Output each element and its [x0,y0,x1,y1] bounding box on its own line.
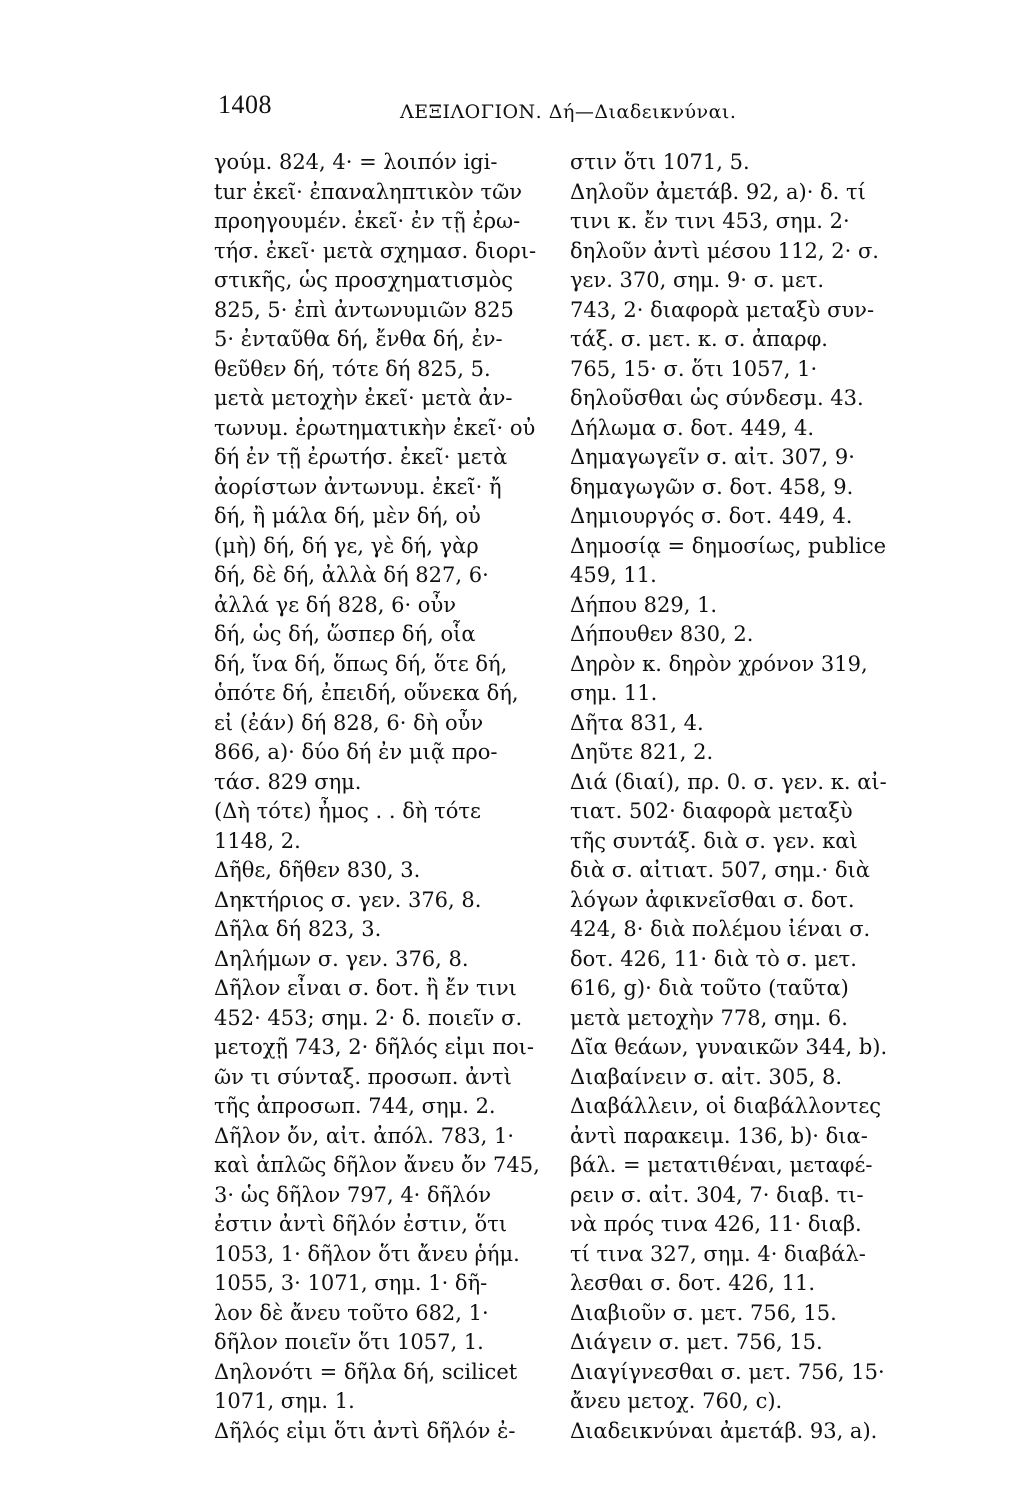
text-line: Δηλοῦν ἀμετάβ. 92, a)· δ. τί [570,179,866,204]
page-number: 1408 [218,90,272,119]
right-column [570,148,900,1446]
text-line: στιν ὅτι 1071, 5. [570,150,750,174]
text-line: ἀντὶ παρακειμ. 136, b)· δια- [570,1123,868,1148]
text-line: Δῆλον εἶναι σ. δοτ. ἢ ἔν τινι [214,976,517,1000]
text-line: Διά (διαί), πρ. 0. σ. γεν. κ. αἰ- [570,769,887,794]
text-line: τῆς συντάξ. διὰ σ. γεν. καὶ [570,828,858,853]
text-line: δή, ἵνα δή, ὅπως δή, ὅτε δή, [214,651,508,676]
text-line: Δηλονότι = δῆλα δή, scilicet [214,1359,518,1384]
text-line: ρειν σ. αἰτ. 304, 7· διαβ. τι- [570,1182,864,1207]
text-line: βάλ. = μετατιθέναι, μεταφέ- [570,1153,873,1177]
text-line: θεῦθεν δή, τότε δή 825, 5. [214,356,491,381]
text-line: δῆλον ποιεῖν ὅτι 1057, 1. [214,1330,484,1354]
text-line: τιατ. 502· διαφορὰ μεταξὺ [570,799,853,823]
text-line: (Δὴ τότε) ἦμος . . δὴ τότε [214,799,481,823]
text-line: ῶν τι σύνταξ. προσωπ. ἀντὶ [214,1064,512,1089]
text-line: διὰ σ. αἰτιατ. 507, σημ.· διὰ [570,858,870,882]
text-line: Διαγίγνεσθαι σ. μετ. 756, 15· [570,1359,885,1384]
text-line: 765, 15· σ. ὅτι 1057, 1· [570,356,818,381]
text-line: Δήπουθεν 830, 2. [570,622,754,646]
text-line: Δῆλός εἰμι ὅτι ἀντὶ δῆλόν ἐ- [214,1418,516,1443]
text-line: Διαδεικνύναι ἀμετάβ. 93, a). [570,1418,878,1443]
text-line: Δήλωμα σ. δοτ. 449, 4. [570,415,815,440]
text-line: 616, g)· διὰ τοῦτο (ταῦτα) [570,976,849,1000]
text-line: Δημοσίᾳ = δημοσίως, publice [570,533,887,558]
text-line: Δήπου 829, 1. [570,592,718,617]
text-line: σημ. 11. [570,681,658,705]
text-line: γεν. 370, σημ. 9· σ. μετ. [570,268,825,292]
text-line: δή, ὡς δή, ὥσπερ δή, οἷα [214,622,476,646]
text-line: ἐστιν ἀντὶ δῆλόν ἐστιν, ὅτι [214,1212,508,1236]
text-line: Δημαγωγεῖν σ. αἰτ. 307, 9· [570,445,855,469]
text-line: τήσ. ἐκεῖ· μετὰ σχημασ. διορι- [214,238,537,263]
text-line: Διαβάλλειν, οἱ διαβάλλοντες [570,1094,881,1118]
text-line: μετὰ μετοχὴν ἐκεῖ· μετὰ ἀν- [214,386,513,410]
text-line: τάξ. σ. μετ. κ. σ. ἀπαρφ. [570,327,828,351]
text-line: 5· ἐνταῦθα δή, ἔνθα δή, ἐν- [214,327,503,351]
text-line: Δημιουργός σ. δοτ. 449, 4. [570,504,853,528]
text-line: λεσθαι σ. δοτ. 426, 11. [570,1271,816,1295]
text-line: λον δὲ ἄνευ τοῦτο 682, 1· [214,1300,489,1325]
text-line: Διάγειν σ. μετ. 756, 15. [570,1330,823,1354]
text-line: 452· 453; σημ. 2· δ. ποιεῖν σ. [214,1005,523,1030]
text-line: 1055, 3· 1071, σημ. 1· δῆ- [214,1271,488,1295]
text-line: δοτ. 426, 11· διὰ τὸ σ. μετ. [570,946,857,971]
text-line: 424, 8· διὰ πολέμου ἰέναι σ. [570,917,871,941]
text-line: τωνυμ. ἐρωτηματικὴν ἐκεῖ· οὐ [214,415,536,440]
text-line: 459, 11. [570,563,657,587]
text-line: 1148, 2. [214,828,301,853]
text-line: ἀλλά γε δή 828, 6· οὖν [214,592,456,617]
text-line: 825, 5· ἐπὶ ἀντωνυμιῶν 825 [214,297,514,322]
text-line: γούμ. 824, 4· = λοιπόν igi- [214,150,498,174]
text-line: τί τινα 327, σημ. 4· διαβάλ- [570,1241,866,1266]
text-line: τῆς ἀπροσωπ. 744, σημ. 2. [214,1094,496,1118]
text-line: δή ἐν τῇ ἐρωτήσ. ἐκεῖ· μετὰ [214,445,508,469]
text-line: tur ἐκεῖ· ἐπαναληπτικὸν τῶν [214,179,522,204]
text-line: ἀορίστων ἀντωνυμ. ἐκεῖ· ἤ [214,474,502,499]
text-line: δή, δὲ δή, ἀλλὰ δή 827, 6· [214,563,489,587]
text-line: 1053, 1· δῆλον ὅτι ἄνευ ῥήμ. [214,1241,520,1266]
text-line: εἰ (ἐάν) δή 828, 6· δὴ οὖν [214,710,484,735]
text-line: 743, 2· διαφορὰ μεταξὺ συν- [570,297,875,322]
text-line: Διαβιοῦν σ. μετ. 756, 15. [570,1300,837,1325]
text-line: προηγουμέν. ἐκεῖ· ἐν τῇ ἐρω- [214,209,521,233]
text-line: στικῆς, ὡς προσχηματισμὸς [214,268,514,292]
text-line: 1071, σημ. 1. [214,1389,355,1413]
text-line: Δηῦτε 821, 2. [570,740,714,764]
text-line: καὶ ἁπλῶς δῆλον ἄνευ ὄν 745, [214,1153,540,1177]
text-line: τινι κ. ἔν τινι 453, σημ. 2· [570,209,850,233]
text-line: μετοχῇ 743, 2· δῆλός εἰμι ποι- [214,1035,534,1059]
text-line: δημαγωγῶν σ. δοτ. 458, 9. [570,474,854,499]
text-line: Δῆλον ὄν, αἰτ. ἀπόλ. 783, 1· [214,1123,515,1148]
text-line: Δῖα θεάων, γυναικῶν 344, b). [570,1035,888,1059]
text-line: δηλοῦν ἀντὶ μέσου 112, 2· σ. [570,238,879,263]
text-line: ἄνευ μετοχ. 760, c). [570,1389,783,1413]
text-line: 3· ὡς δῆλον 797, 4· δῆλόν [214,1182,491,1207]
text-line: Διαβαίνειν σ. αἰτ. 305, 8. [570,1064,842,1089]
text-line: Δῆθε, δῆθεν 830, 3. [214,858,421,882]
left-column [214,148,549,1446]
running-head: ΛΕΞΙΛΟΓΙΟΝ. Δή—Διαδεικνύναι. [400,101,737,123]
text-line: Δῆτα 831, 4. [570,710,704,735]
text-line: Δῆλα δή 823, 3. [214,917,382,941]
text-line: δηλοῦσθαι ὡς σύνδεσμ. 43. [570,386,864,410]
text-line: 866, a)· δύο δή ἐν μιᾷ προ- [214,740,498,764]
text-line: λόγων ἀφικνεῖσθαι σ. δοτ. [570,887,855,912]
text-line: τάσ. 829 σημ. [214,769,362,794]
text-line: Δηρὸν κ. δηρὸν χρόνον 319, [570,651,868,676]
text-line: νὰ πρός τινα 426, 11· διαβ. [570,1212,862,1236]
text-line: δή, ἢ μάλα δή, μὲν δή, οὐ [214,504,481,528]
text-line: ὁπότε δή, ἐπειδή, οὕνεκα δή, [214,681,519,705]
text-line: Δηλήμων σ. γεν. 376, 8. [214,946,469,971]
text-line: Δηκτήριος σ. γεν. 376, 8. [214,887,482,912]
text-line: (μὴ) δή, δή γε, γὲ δή, γὰρ [214,533,479,558]
text-line: μετὰ μετοχὴν 778, σημ. 6. [570,1005,848,1030]
